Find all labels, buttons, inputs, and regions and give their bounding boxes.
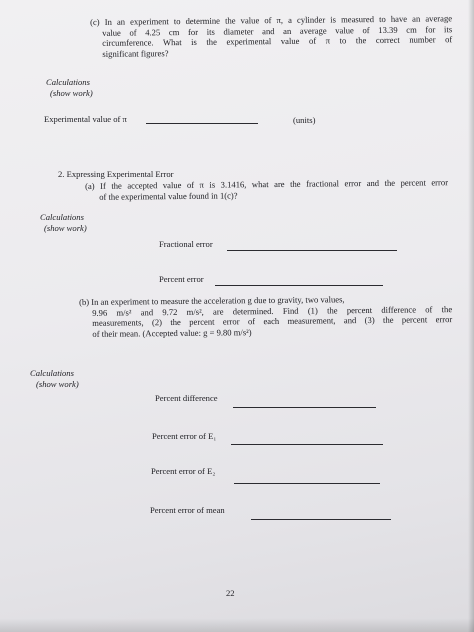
percent-error-e2-label: Percent error of E₂: [151, 466, 216, 476]
part-a-question: [85, 177, 448, 202]
part-c-line-4: significant figures?: [102, 47, 169, 59]
part-b-line-2: 9.96 m/s² and 9.72 m/s², are determined. Find (1) the percent difference of the: [92, 303, 453, 318]
part-c-line-1: (c) In an experiment to determine the value of π, a cylinder is measured to have an average: [90, 13, 453, 27]
percent-error-e1-label: Percent error of E₁: [152, 431, 217, 441]
part-a-line-1: (a) If the accepted value of π is 3.1416, what are the fractional error and the percent error: [85, 177, 449, 191]
experimental-value-blank[interactable]: [146, 123, 258, 124]
fractional-error-blank[interactable]: [227, 250, 397, 251]
calculations-label-a: Calculations: [40, 212, 84, 222]
percent-error-mean-label: Percent error of mean: [150, 505, 225, 515]
section-2-heading: 2. Expressing Experimental Error: [58, 169, 174, 179]
calculations-label-b: Calculations: [30, 368, 74, 378]
calculations-label-c: Calculations: [46, 77, 90, 87]
part-c-line-3: circumference. What is the experimental value of π to the correct number of: [102, 34, 453, 49]
part-b-line-4: of their mean. (Accepted value: g = 9.80 m/s²): [92, 326, 252, 339]
part-c-line-2: value of 4.25 cm for its diameter and an average value of 13.39 cm for its: [102, 23, 453, 38]
show-work-label-b: (show work): [36, 379, 79, 389]
fractional-error-label: Fractional error: [159, 239, 213, 249]
percent-difference-label: Percent difference: [155, 393, 218, 403]
show-work-label-c: (show work): [50, 88, 93, 98]
part-c-question: [90, 13, 452, 59]
percent-error-mean-blank[interactable]: [251, 519, 391, 520]
percent-error-e2-blank[interactable]: [234, 483, 380, 484]
page-bottom-shadow: [0, 618, 474, 632]
part-b-line-3: measurements, (2) the percent error of each measurement, and (3) the percent error: [92, 314, 453, 329]
part-a-line-2: of the experimental value found in 1(c)?: [99, 189, 238, 202]
page-edge-shadow: [468, 0, 474, 632]
percent-error-blank[interactable]: [215, 285, 383, 286]
page-number: 22: [226, 588, 235, 598]
show-work-label-a: (show work): [44, 223, 87, 233]
experimental-value-label: Experimental value of π: [44, 114, 127, 124]
percent-error-e1-blank[interactable]: [231, 444, 383, 445]
units-label: (units): [293, 115, 316, 125]
percent-error-label: Percent error: [159, 274, 204, 284]
percent-difference-blank[interactable]: [233, 407, 376, 408]
part-b-line-1: (b) In an experiment to measure the acceleration g due to gravity, two values,: [79, 294, 345, 307]
part-b-question: [79, 293, 452, 339]
